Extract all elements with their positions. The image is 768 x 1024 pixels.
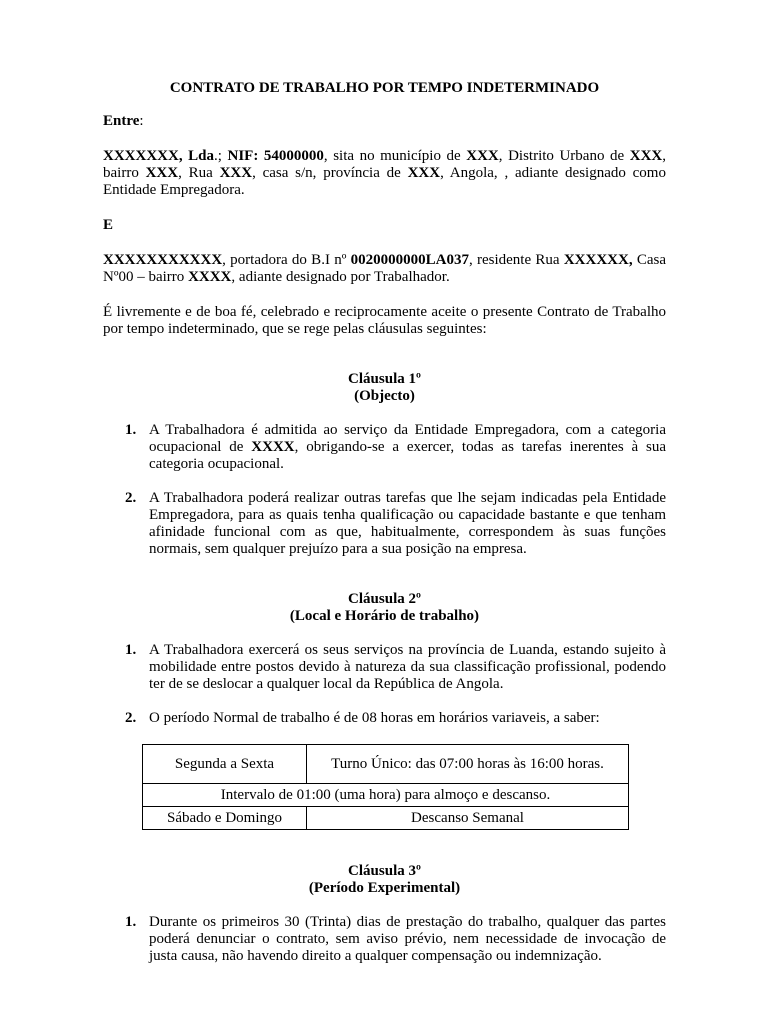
list-item: 1. A Trabalhadora é admitida ao serviço da Entidade Empregadora, com a categoria ocupacional de XXXX, obrigando-se a exercer, todas as tarefas inerentes à sua categoria ocupacional. bbox=[125, 422, 666, 472]
table-cell: Segunda a Sexta bbox=[143, 745, 307, 784]
clause2-subheading: (Local e Horário de trabalho) bbox=[289, 608, 480, 624]
e-separator: E bbox=[103, 217, 114, 233]
working-hours-table bbox=[142, 744, 629, 830]
list-item: 2. A Trabalhadora poderá realizar outras tarefas que lhe sejam indicadas pela Entidade Empregadora, para as quais tenha qualificação ou capacidade bastante e que tenham afinidade funcional com as que, habitualmente, correspondem às suas funções normais, sem qualquer prejuízo para a sua posição na empresa. bbox=[125, 490, 666, 557]
entre-line: Entre: bbox=[103, 113, 144, 129]
table-cell: Sábado e Domingo bbox=[143, 807, 307, 830]
employer-paragraph: XXXXXXX, Lda.; NIF: 54000000, sita no município de XXX, Distrito Urbano de XXX, bairro XXX, Rua XXX, casa s/n, província de XXX, Angola, , adiante designado como Entidade Empregadora. bbox=[103, 148, 666, 198]
clause2-list bbox=[103, 642, 666, 727]
table-row bbox=[143, 745, 629, 784]
clause2-heading: Cláusula 2º bbox=[348, 591, 421, 607]
table-cell: Descanso Semanal bbox=[307, 807, 629, 830]
clause3-heading: Cláusula 3º bbox=[348, 863, 421, 879]
table-row bbox=[143, 807, 629, 830]
clause1-list bbox=[103, 422, 666, 558]
list-item: 2. O período Normal de trabalho é de 08 horas em horários variaveis, a saber: bbox=[125, 710, 600, 726]
table-cell: Intervalo de 01:00 (uma hora) para almoço e descanso. bbox=[143, 784, 629, 807]
clause3-subheading: (Período Experimental) bbox=[308, 880, 461, 896]
worker-paragraph: XXXXXXXXXXX, portadora do B.I nº 0020000000LA037, residente Rua XXXXXX, Casa Nº00 – bairro XXXX, adiante designado por Trabalhador. bbox=[103, 252, 666, 285]
table-cell: Turno Único: das 07:00 horas às 16:00 horas. bbox=[307, 745, 629, 784]
clause1-heading: Cláusula 1º bbox=[348, 371, 421, 387]
clause3-list bbox=[103, 914, 666, 965]
list-item: 1. A Trabalhadora exercerá os seus serviços na província de Luanda, estando sujeito à mobilidade entre postos devido à natureza da sua classificação profissional, podendo ter de se deslocar a qualquer local da República de Angola. bbox=[125, 642, 666, 692]
intro-paragraph: É livremente e de boa fé, celebrado e reciprocamente aceite o presente Contrato de Trabalho por tempo indeterminado, que se rege pelas cláusulas seguintes: bbox=[103, 304, 666, 337]
entre-label: Entre bbox=[103, 113, 140, 129]
table-row bbox=[143, 784, 629, 807]
list-item: 1. Durante os primeiros 30 (Trinta) dias de prestação do trabalho, qualquer das partes poderá denunciar o contrato, sem aviso prévio, nem necessidade de invocação de justa causa, não havendo direito a qualquer compensação ou indemnização. bbox=[125, 914, 666, 964]
clause1-subheading: (Objecto) bbox=[354, 388, 415, 404]
document-title: CONTRATO DE TRABALHO POR TEMPO INDETERMINADO bbox=[169, 80, 600, 96]
